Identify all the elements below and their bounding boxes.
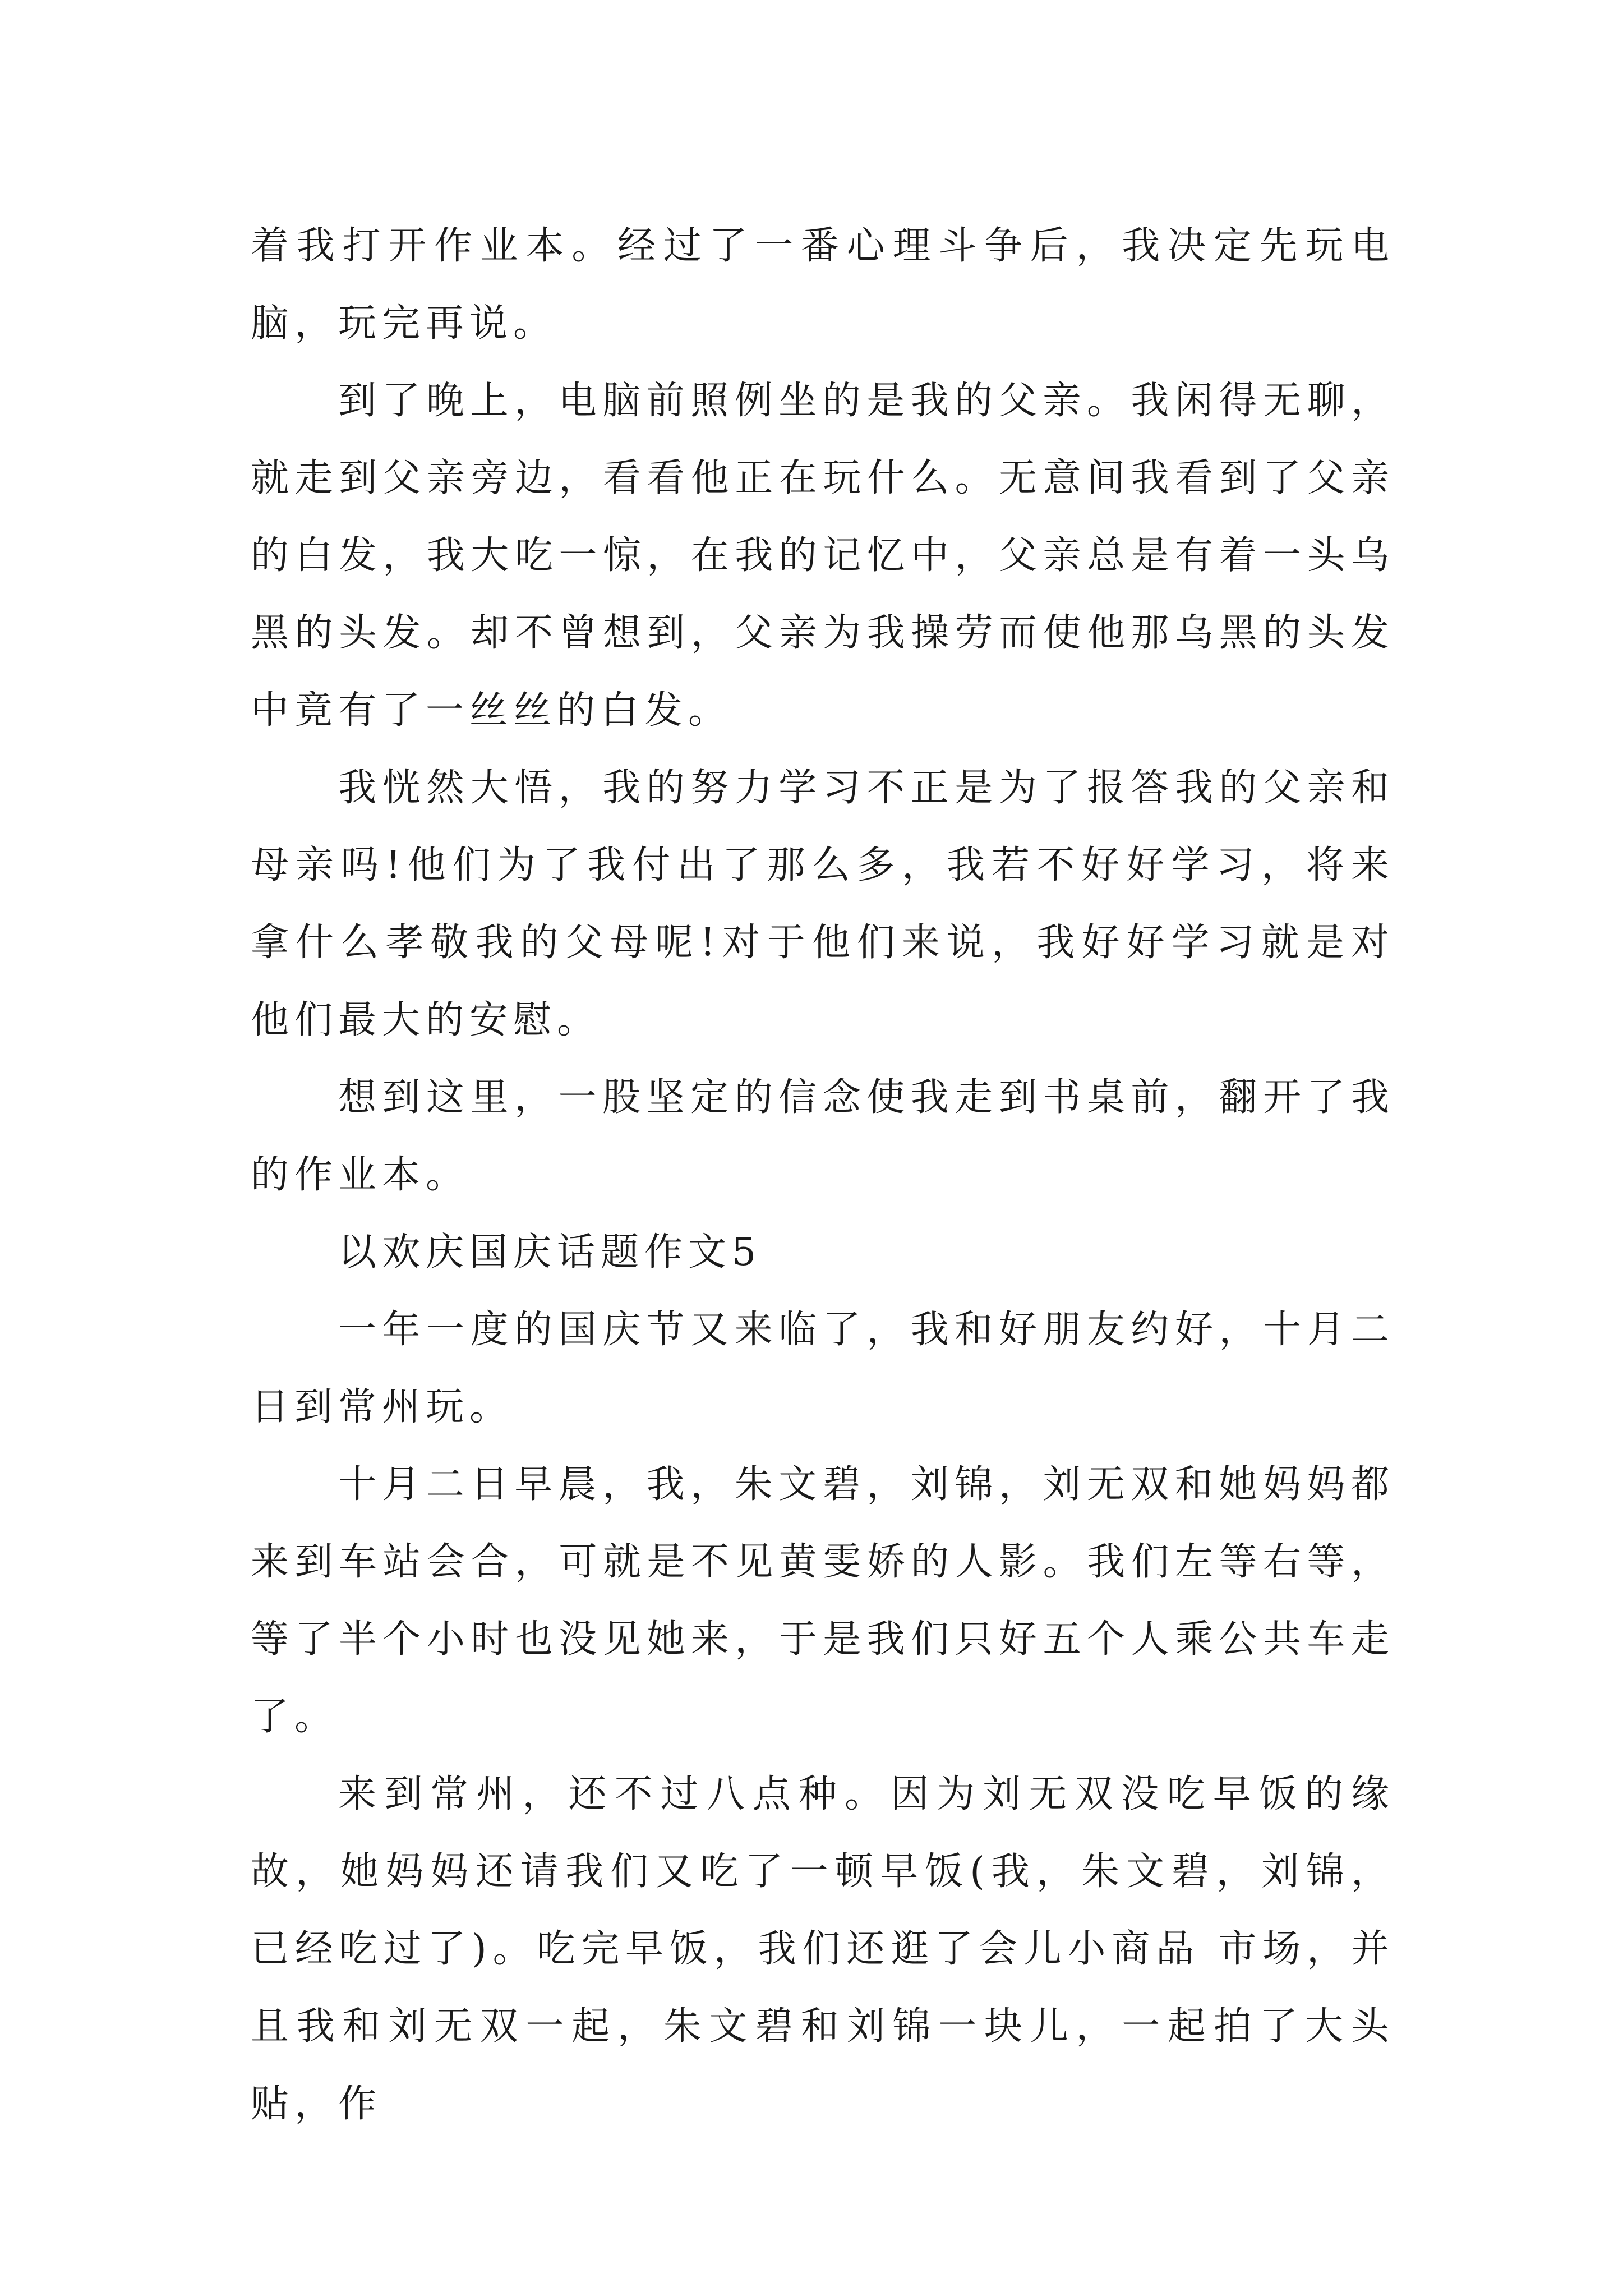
paragraph: 一年一度的国庆节又来临了，我和好朋友约好，十月二日到常州玩。 (251, 1308, 1395, 1429)
paragraph: 来到常州，还不过八点种。因为刘无双没吃早饭的缘故，她妈妈还请我们又吃了一顿早饭(我，朱文碧，刘锦，已经吃过了)。吃完早饭，我们还逛了会儿小商品 市场，并且我和刘无双一起，朱文碧和刘锦一块儿，一起拍了大头贴，作 (251, 1772, 1395, 2126)
paragraph: 到了晚上，电脑前照例坐的是我的父亲。我闲得无聊，就走到父亲旁边，看看他正在玩什么。无意间我看到了父亲的白发，我大吃一惊，在我的记忆中，父亲总是有着一头乌黑的头发。却不曾想到，父亲为我操劳而使他那乌黑的头发中竟有了一丝丝的白发。 (251, 379, 1395, 733)
paragraph: 十月二日早晨，我，朱文碧，刘锦，刘无双和她妈妈都来到车站会合，可就是不见黄雯娇的人影。我们左等右等，等了半个小时也没见她来，于是我们只好五个人乘公共车走了。 (251, 1462, 1395, 1739)
paragraph: 我恍然大悟，我的努力学习不正是为了报答我的父亲和母亲吗!他们为了我付出了那么多，我若不好好学习，将来拿什么孝敬我的父母呢!对于他们来说，我好好学习就是对他们最大的安慰。 (251, 766, 1395, 1042)
document-body (251, 208, 1395, 2143)
section-title: 以欢庆国庆话题作文5 (338, 1230, 762, 1274)
paragraph: 想到这里，一股坚定的信念使我走到书桌前，翻开了我的作业本。 (251, 1075, 1395, 1197)
paragraph: 着我打开作业本。经过了一番心理斗争后，我决定先玩电脑，玩完再说。 (251, 224, 1395, 346)
